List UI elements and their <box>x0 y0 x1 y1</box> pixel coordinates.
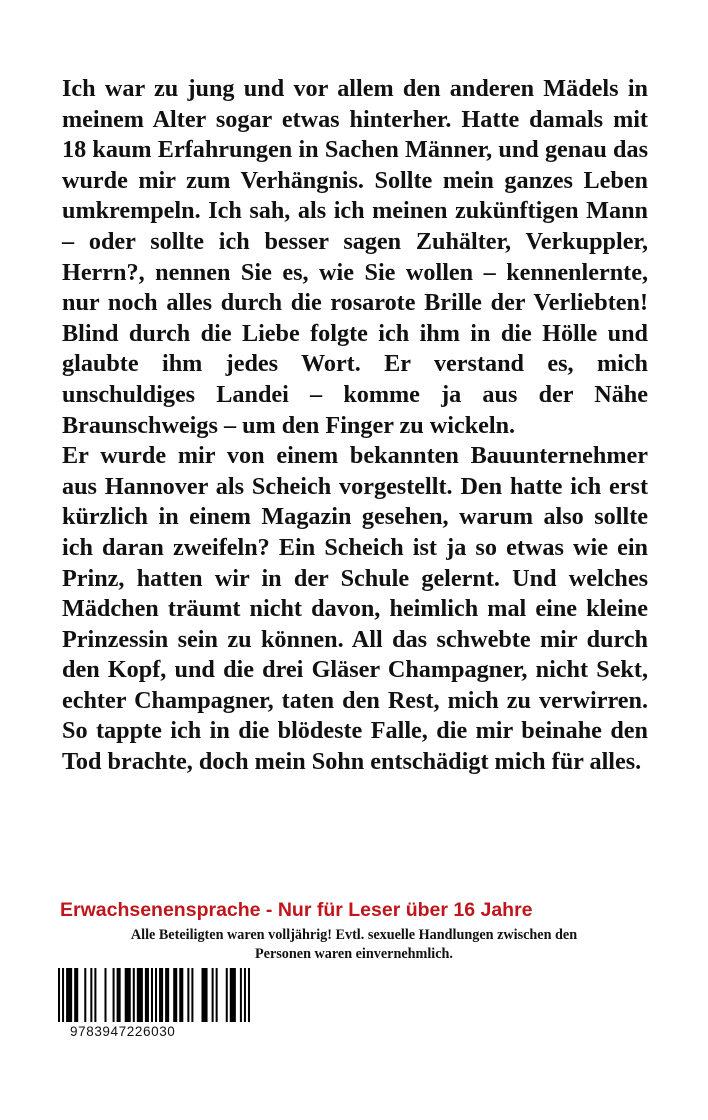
barcode-bar <box>113 968 115 1022</box>
barcode-bar <box>145 968 149 1022</box>
barcode-bar <box>151 968 153 1022</box>
barcode-bar <box>155 968 157 1022</box>
barcode-bar <box>117 968 121 1022</box>
consent-disclaimer <box>40 926 668 964</box>
barcode-bar <box>165 968 169 1022</box>
barcode-bar <box>62 968 64 1022</box>
barcode-bar <box>244 968 246 1022</box>
barcode-bar <box>159 968 163 1022</box>
blurb-paragraph-2: Er wurde mir von einem bekannten Bauunternehmer aus Hannover als Scheich vorgestellt. Den hatte ich erst kürzlich in einem Magazin gesehen, warum also sollte ich daran zweifeln? Ein Scheich ist ja so etwas wie ein Prinz, hatten wir in der Schule gelernt. Und welches Mädchen träumt nicht davon, heimlich mal eine kleine Prinzessin sein zu können. All das schwebte mir durch den Kopf, und die drei Gläser Champagner, nicht Sekt, echter Champagner, taten den Rest, mich zu verwirren. So tappte ich in die blödeste Falle, die mir beinahe den Tod brachte, doch mein Sohn entschädigt mich für alles. <box>62 442 648 776</box>
disclaimer-line-1: Alle Beteiligten waren volljährig! Evtl. sexuelle Handlungen zwischen den <box>130 927 578 943</box>
barcode-bar <box>226 968 228 1022</box>
disclaimer-line-2: Personen waren einvernehmlich. <box>255 946 453 962</box>
barcode-bar <box>90 968 92 1022</box>
barcode-bar <box>74 968 78 1022</box>
barcode-bar <box>179 968 183 1022</box>
barcode-bar <box>201 968 207 1022</box>
barcode-bar <box>58 968 60 1022</box>
barcode-bar <box>66 968 72 1022</box>
barcode-bar <box>84 968 86 1022</box>
barcode-bar <box>230 968 236 1022</box>
barcode-bars <box>58 968 250 1022</box>
blurb-text <box>62 74 648 778</box>
barcode-bar <box>216 968 218 1022</box>
barcode-bar <box>94 968 96 1022</box>
blurb-paragraph-1: Ich war zu jung und vor allem den anderen Mädels in meinem Alter sogar etwas hinterher. Hatte damals mit 18 kaum Erfahrungen in Sachen Männer, und genau das wurde mir zum Verhängnis. Sollte mein ganzes Leben umkrempeln. Ich sah, als ich meinen zukünftigen Mann – oder sollte ich besser sagen Zuhälter, Verkuppler, Herrn?, nennen Sie es, wie Sie wollen – kennenlernte, nur noch alles durch die rosarote Brille der Verliebten! Blind durch die Liebe folgte ich ihm in die Hölle und glaubte ihm jedes Wort. Er verstand es, mich unschuldiges Landei – komme ja aus der Nähe Braunschweigs – um den Finger zu wickeln. <box>62 75 648 439</box>
barcode-bar <box>212 968 214 1022</box>
barcode-bar <box>104 968 106 1022</box>
barcode-bar <box>191 968 193 1022</box>
barcode-bar <box>187 968 189 1022</box>
barcode-bar <box>173 968 177 1022</box>
isbn-number: 9783947226030 <box>70 1024 176 1039</box>
barcode-bar <box>133 968 135 1022</box>
age-warning: Erwachsenensprache - Nur für Leser über 16 Jahre <box>60 899 533 921</box>
barcode-bar <box>137 968 143 1022</box>
barcode-bar <box>240 968 242 1022</box>
barcode-bar <box>125 968 131 1022</box>
barcode-bar <box>248 968 250 1022</box>
